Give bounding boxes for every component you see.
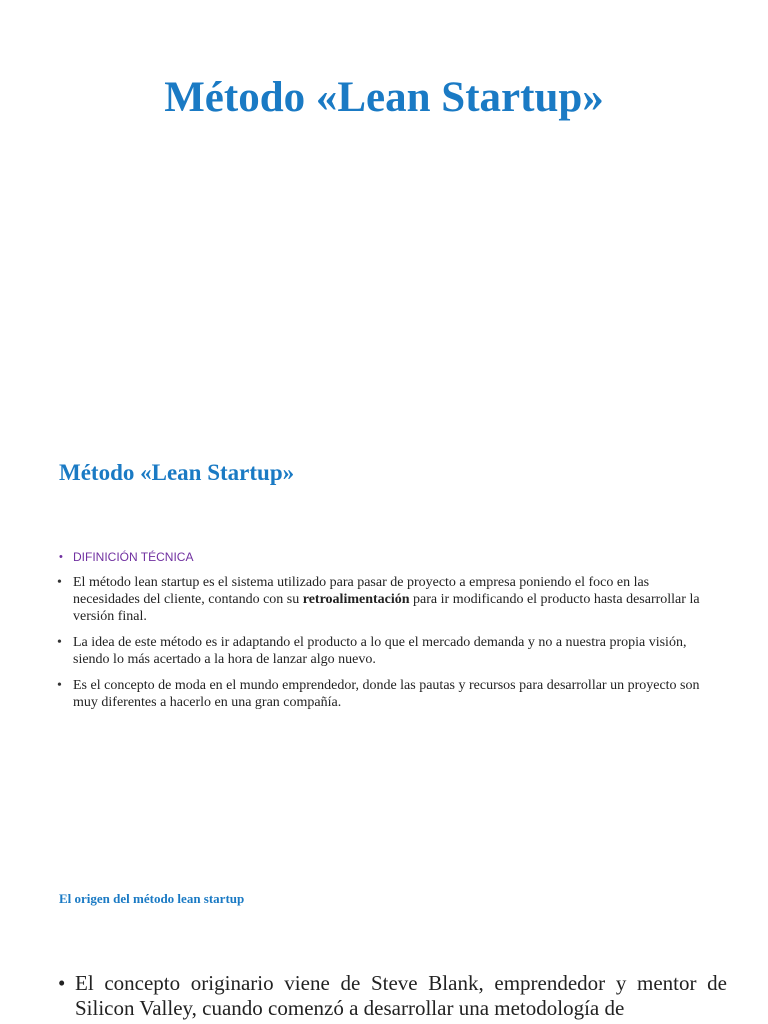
- list-item: [57, 574, 717, 625]
- slide-1-title: Método «Lean Startup»: [164, 74, 604, 121]
- bullet-icon: •: [57, 635, 62, 650]
- bullet-text-part: El método lean startup es el sistema utilizado para pasar de proyecto a empresa poniendo el foco en las necesidades del cliente, contando con su: [73, 575, 650, 607]
- origin-paragraph-text: El concepto originario viene de Steve Blank, emprendedor y mentor de Silicon Valley, cuando comenzó a desarrollar una metodología de: [75, 971, 727, 1020]
- definition-heading: DIFINICIÓN TÉCNICA: [73, 550, 194, 564]
- bullet-text: Es el concepto de moda en el mundo emprendedor, donde las pautas y recursos para desarrollar un proyecto son muy diferentes a hacerlo en una gran compañía.: [73, 678, 700, 710]
- list-item: [57, 677, 717, 711]
- origin-heading: El origen del método lean startup: [59, 891, 245, 906]
- list-item: [57, 634, 717, 668]
- slide-2-title: Método «Lean Startup»: [59, 460, 295, 485]
- bullet-icon: •: [57, 575, 62, 590]
- bullet-icon: •: [58, 971, 66, 995]
- list-item-heading: [57, 548, 717, 566]
- bullet-text-bold: retroalimentación: [302, 592, 410, 607]
- bullet-text: La idea de este método es ir adaptando el producto a lo que el mercado demanda y no a nuestra propia visión, siendo lo más acertado a la hora de lanzar algo nuevo.: [73, 635, 687, 667]
- bullet-icon: •: [59, 551, 63, 563]
- bullet-text-part: para ir modificando el producto hasta desarrollar la versión final.: [73, 592, 700, 624]
- origin-paragraph: [58, 971, 727, 1021]
- bullet-icon: •: [57, 678, 62, 693]
- bullet-list: [57, 548, 717, 720]
